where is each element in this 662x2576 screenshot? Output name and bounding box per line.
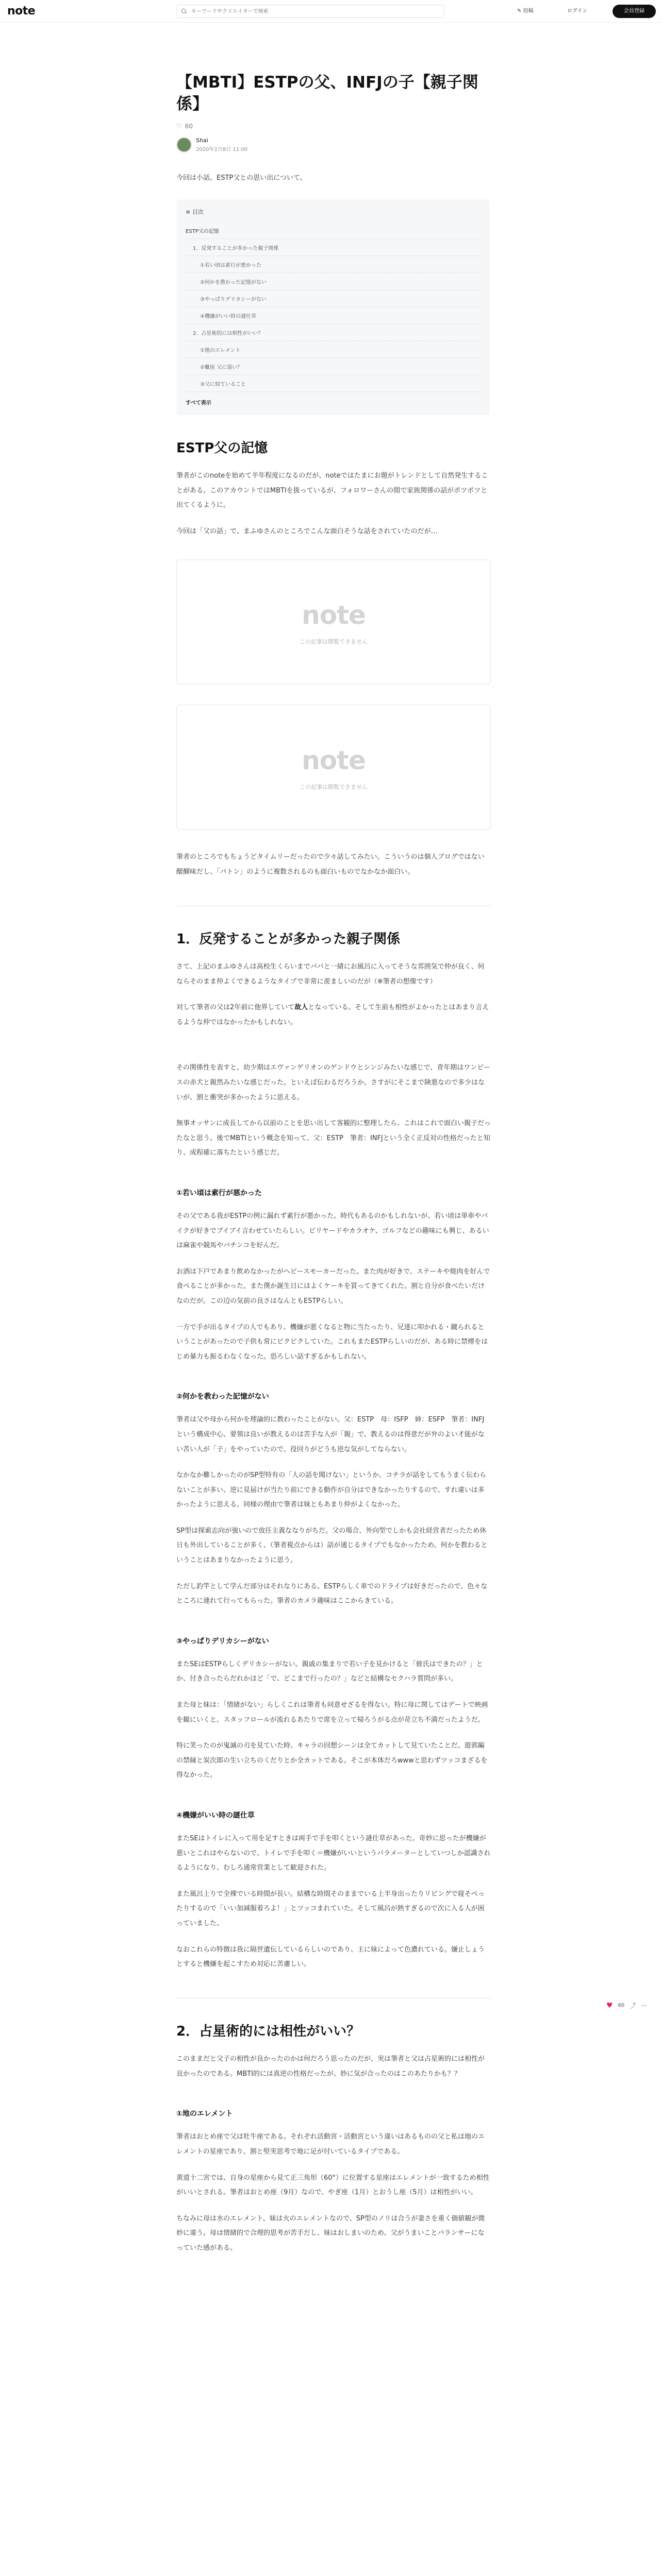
author-name[interactable]: Shai [196, 137, 208, 144]
paragraph: 黄道十二宮では、自身の星座から見て正三角形（60°）に位置する星座はエレメントが一致するため相性がいいとされる。筆者はおとめ座（9月）なので、やぎ座（1月）とおうし座（5月）は相性がいい。 [176, 2174, 490, 2197]
article [176, 72, 491, 2256]
subsection-heading: ②何かを教わった記憶がない [176, 1393, 269, 1401]
toc-item[interactable]: ①地のエレメント [186, 341, 481, 358]
toc-item[interactable]: ESTP父の記憶 [186, 222, 481, 239]
paragraph: SP型は探索志向が強いので放任主義ななりがちだ。父の場合、外向型でしかも会社経営者だったため休日も外出していることが多く、（筆者視点からは）話が通じるタイプでもなかったため、何かを教わるということはあまりなかったように思う。 [176, 1527, 488, 1565]
table-of-contents [176, 199, 490, 415]
post-button[interactable] [517, 6, 534, 14]
toc-item[interactable]: ③やっぱりデリカシーがない [186, 290, 481, 307]
subsection-heading: ③やっぱりデリカシーがない [176, 1637, 269, 1646]
embed-card[interactable] [176, 560, 491, 684]
share-icon[interactable]: ⤴ [630, 2002, 636, 2009]
paragraph: 一方で手が出るタイプの人でもあり、機嫌が悪くなると物に当たったり、兄達に叩かれる・蹴られるということがあったので子供も常にビクビクしていた。これもまたESTPらしいのだが、ある時に禁煙をはじめ暴力も振るわなくなった。恐ろしい話すぎるかもしれない。 [176, 1323, 488, 1361]
paragraph: 筆者がこのnoteを始めて半年程度になるのだが、noteではたまにお題がトレンドとして自然発生することがある。このアカウントではMBTIを扱っているが、フォロワーさんの間で家族関係の話がポツポツと出てくるように。 [176, 472, 488, 510]
toc-item[interactable]: 2．占星術的には相性がいい？ [186, 324, 481, 341]
paragraph: その関係性を表すと、幼少期はエヴァンゲリオンのゲンドウとシンジみたいな感じで、青年期はワンピースの赤犬と親然みたいな感じだった。といえば伝わるだろうか。さすがにそこまで険悪なので多少はないが、割と衝突が多かったように思える。 [176, 1064, 490, 1101]
like-count: 60 [185, 122, 193, 130]
paragraph: なかなか難しかったのがSP型特有の「人の話を聞けない」というか、コチラが話をしてもうまく伝わらないことが多い、逆に見届けが当たり前にできる動作が自分はできなかったりするので、すれ違いは多かったように思える。同様の理由で筆者は妹ともあまり仲がよくなかった。 [176, 1471, 487, 1509]
subsection-heading: ④機嫌がいい時の謎仕草 [176, 1811, 255, 1820]
author-info [176, 137, 491, 152]
toc-header[interactable]: ≡ 目次 [186, 208, 204, 215]
publish-date: 2020年2月8日 11:00 [196, 146, 248, 152]
paragraph: ちなみに母は水のエレメント、妹は火のエレメントなので、SP型のノリは合うが妻さを重く価値観が微妙に違う。母は情緒的で合理的思考が苦手だし、妹はおしまいのため、父がうまいことバランサーになっていた感がある。 [176, 2214, 485, 2252]
pencil-icon: ✎ [517, 8, 522, 14]
paragraph: 今回は「父の話」で、まふゆさんのところでこんな面白そうな話をされていたのだが… [176, 527, 438, 535]
paragraph: また母と妹は：「情緒がない」らしくこれは筆者も同意せざるを得ない。特に母に関してはデートで映画を観にいくと、スタッフロールが流れるあたりで席を立って帰ろうがる点が苛立ち不満だったようだ。 [176, 1701, 488, 1724]
embed-card[interactable] [176, 705, 491, 829]
subsection-heading: ①若い頃は素行が悪かった [176, 1189, 262, 1197]
paragraph: このままだと父子の相性が良かったのかは何だろう思ったのだが、実は筆者と父は占星術的には相性が良かったのである。MBTI的には真逆の性格だったが、妙に気が合ったのはこのあたりかも？？ [176, 2055, 485, 2078]
section-heading: ESTP父の記憶 [176, 440, 268, 456]
login-button[interactable]: ログイン [567, 8, 588, 14]
paragraph: その父である我がESTPの例に漏れず素行が悪かった。時代もあるのかもしれないが、若い頃は単車やバイクが好きでブイブイ言わせていたらしい。ビリヤードやカラオケ、ゴルフなどの趣味にも興じ、あるいは麻雀や競馬やパチンコを好んだ。 [176, 1212, 489, 1250]
search-icon [181, 8, 187, 14]
heart-icon: ♡ [176, 122, 182, 130]
paragraph: ただし釣竿として学んだ部分はそれなりにある。ESTPらしく車でのドライブは好きだったので、色々なところに連れて行ってもらった。筆者のカメラ趣味はここからきている。 [176, 1582, 488, 1605]
paragraph: 筆者はおとめ座で父は牡牛座である。それぞれ活動宮・活動宮という違いはあるものの父と私は地のエレメントの星座であり、割と堅実思考で地に足が付いているタイプである。 [176, 2133, 485, 2156]
toc-item[interactable]: ④機嫌がいい時の謎仕草 [186, 307, 481, 324]
floating-action-bar [606, 2001, 647, 2010]
paragraph: さて、上記のまふゆさんは高校生くらいまでパパと一緒にお風呂に入ってそうな雰囲気で仲が良く、何ならそのまま仲よくできるようなタイプで非常に羨ましいのだが（※筆者の想像です） [176, 963, 485, 986]
floating-like-count: 60 [618, 2003, 625, 2008]
paragraph: またSEはESTPらしくデリカシーがない。親戚の集まりで若い子を見かけると「彼氏はできたの？」とか、付き合ったらだれかほど「で、どこまで行ったの？」などと結構なセクハラ質問が多い。 [176, 1660, 483, 1683]
post-button-label: 投稿 [523, 8, 534, 14]
paragraph: なおこれらの特徴は我に隔世遺伝しているらしいのであり、主に妹によって色濃れている。嫌止しょうとすると機嫌を起こすため対応に苦慮しい。 [176, 1945, 485, 1969]
paragraph: 無事オッサンに成長してから以前のことを思い出して客観的に整理したら、これはこれで面白い親子だったなと思う。後でMBTIという概念を知って、父：ESTP 筆者：INFJという全く正反対の性格だったと知り、成程確に落ちたという感じだ。 [176, 1120, 491, 1157]
paragraph: 対して筆者の父は2年前に他界していて故人となっている。そして生前も相性がよかったとはあまり言えるような仲ではなかったかもしれない。 [176, 1004, 489, 1026]
section-heading: 1．反発することが多かった親子関係 [176, 931, 401, 947]
toc-item[interactable]: ②蠍座 父に弱い？ [186, 358, 481, 375]
paragraph: お酒は下戸であまり飲めなかったがヘビースモーカーだった。また肉が好きで、ステーキや焼肉を好んで食べることが多かった。また僕か誕生日にはよくケーキを買ってきてくれた。割と自分が食べたいだけなのだが。この辺の気前の良さはなんともESTPらしい。 [176, 1267, 490, 1305]
paragraph: 筆者は父や母から何かを理論的に教わったことがない。父：ESTP 母：ISFP 姉：ESFP 筆者：INFJ という構成中心、要領は良いが教えるのは苦手な人が「親」で、教えるのは得意だが弁のよい才能がない苦い人が「子」をやっていたので、役回りがどうも逆な気がしてならない。 [176, 1416, 491, 1453]
article-title: 【MBTI】ESTPの父、INFJの子【親子関係】 [176, 73, 478, 113]
paragraph: また風呂上りで全裸でいる時間が長い。結構な時間そのままでいる上半身出ったりリビングで寝そべったりするので「いい加減服着ろよ！」とツッコまれていた。そして風呂が熱すぎるので次に入る人が困っていました。 [176, 1890, 485, 1927]
intro-text: 今回は小話。ESTP父との思い出について。 [176, 174, 307, 182]
search-box[interactable] [176, 5, 444, 18]
signup-button[interactable]: 会員登録 [613, 5, 656, 18]
toc-show-all[interactable]: すべて表示 [186, 400, 211, 406]
note-logo[interactable]: note [7, 5, 36, 18]
more-icon[interactable]: ··· [641, 2002, 647, 2009]
avatar[interactable] [176, 137, 192, 152]
note-logo-placeholder: note [302, 745, 366, 776]
paragraph: またSEはトイレに入って用を足すときは両手で手を叩くという謎仕草があった。奇妙に思ったが機嫌が悪いとこれはやらないので、トイレで手を叩く＝機嫌がいいというパラメーターとしていつしか認識されるようになり、むしろ通常営業として歓迎された。 [176, 1835, 491, 1872]
search-input[interactable] [191, 7, 439, 16]
note-logo-placeholder: note [302, 600, 366, 631]
section-heading: 2．占星術的には相性がいい？ [176, 2023, 360, 2039]
subsection-heading: ①地のエレメント [176, 2110, 233, 2119]
embed-unavailable-message: この記事は閲覧できません [300, 638, 368, 646]
toc-item[interactable]: 1．反発することが多かった親子関係 [186, 239, 481, 256]
toc-item[interactable]: ③父に似ていること [186, 375, 481, 392]
paragraph: 筆者のところでもちょうどタイムリーだったので少々話してみたい。こういうのは個人ブログではない醍醐味だし、「バトン」のように複数されるのも面白いものでなかなか面白い。 [176, 853, 485, 876]
top-navigation [0, 0, 662, 23]
list-icon: ≡ [186, 208, 192, 215]
paragraph: 特に笑ったのが鬼滅の刃を見ていた時、キャラの回想シーンは全てカットして見ていたことだ。遊郭編の禁縁と炭次郎の生い立ちのくだりとか全カットである。そこが本体だろwwwと思わずツッコまざるを得なかった。 [176, 1742, 488, 1780]
toc-item[interactable]: ②何かを教わった記憶がない [186, 273, 481, 290]
toc-item[interactable]: ①若い頃は素行が悪かった [186, 256, 481, 273]
embed-unavailable-message: この記事は閲覧できません [300, 784, 368, 791]
like-button-top[interactable] [176, 123, 491, 130]
heart-icon[interactable]: ♥ [606, 2001, 613, 2010]
